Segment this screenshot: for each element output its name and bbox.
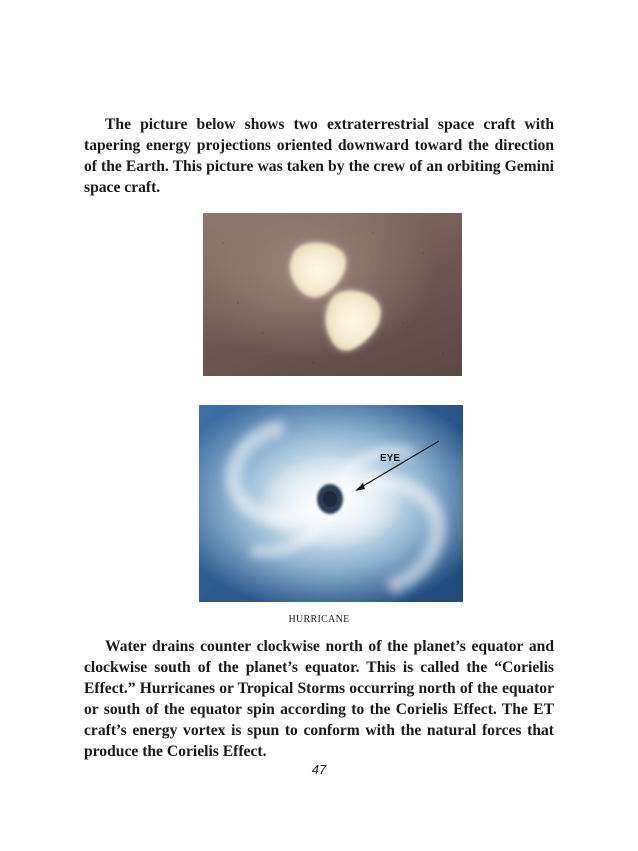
hurricane-caption: HURRICANE xyxy=(288,614,350,625)
hurricane-photo xyxy=(199,405,463,602)
eye-label: EYE xyxy=(380,453,401,464)
ufo-photo xyxy=(203,213,462,376)
page-number: 47 xyxy=(311,762,327,777)
craft-two xyxy=(326,291,381,351)
coriolis-paragraph: Water drains counter clockwise north of the planet’s equator and clockwise south of the planet’s equator. This is called the “Corielis Effect.” Hurricanes or Tropical Storms occurring north of the equator or south of the equator spin according to the Corielis Effect. The ET craft’s energy vortex is spun to conform with the natural forces that produce the Corielis Effect. xyxy=(84,638,554,760)
craft-one xyxy=(290,243,346,297)
intro-paragraph: The picture below shows two extraterrestrial space craft with tapering energy projections oriented downward toward the direction of the Earth. This picture was taken by the crew of an orbiting Gemini space craft. xyxy=(84,116,554,196)
hurricane-illustration xyxy=(199,405,463,602)
ufo-craft-illustration xyxy=(203,213,462,376)
